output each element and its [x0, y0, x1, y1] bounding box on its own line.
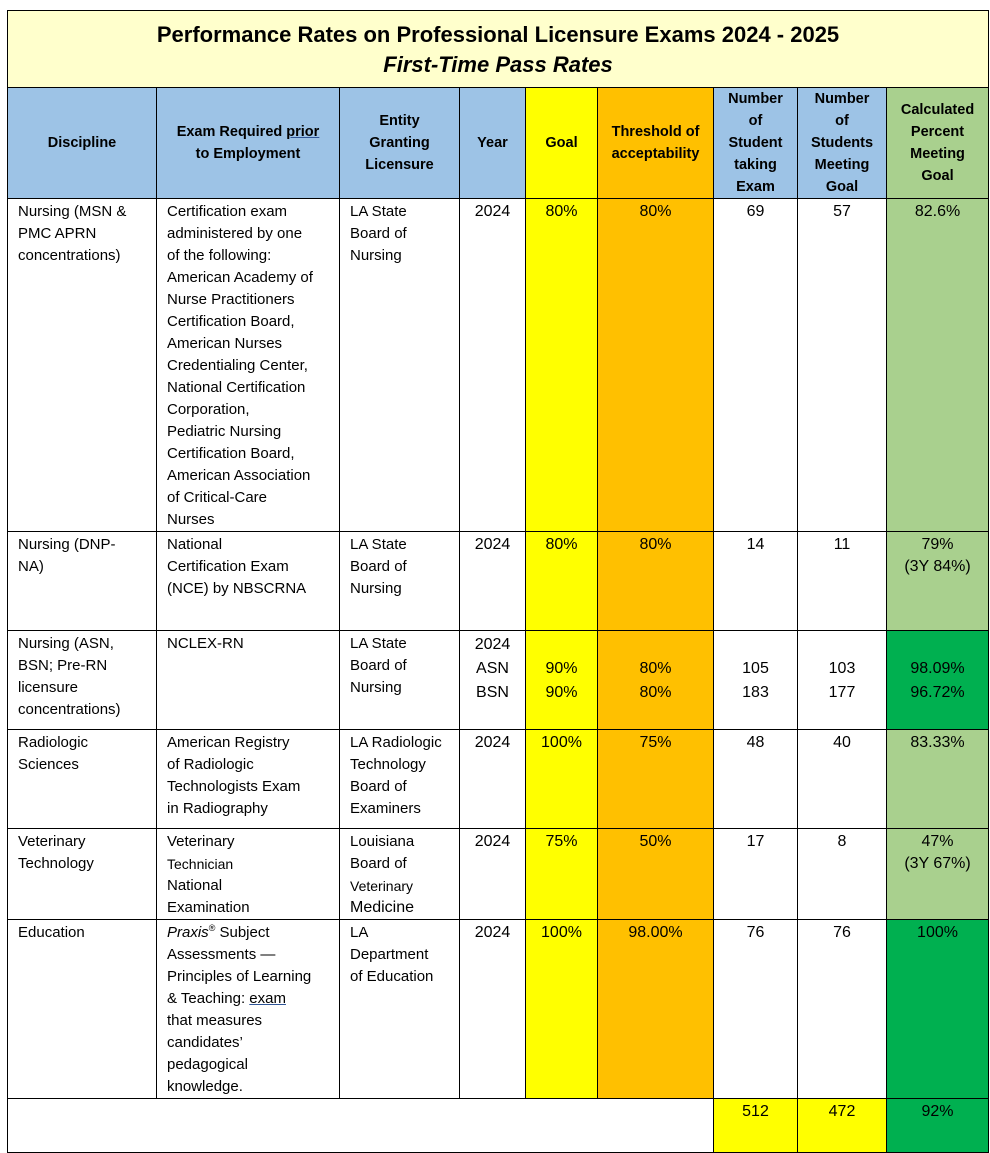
taking-cell: 17: [714, 829, 798, 920]
header-calculated-percent: Calculated Percent Meeting Goal: [887, 88, 989, 199]
discipline-cell: Education: [8, 920, 157, 1099]
header-students-meeting: Number of Students Meeting Goal: [798, 88, 887, 199]
exam-cell: Praxis® Subject Assessments — Principles of Learning & Teaching: exam that measures candidates’ pedagogical knowledge.: [157, 920, 340, 1099]
entity-cell: LA Radiologic Technology Board of Examiners: [340, 730, 460, 829]
goal-cell: 100%: [526, 920, 598, 1099]
threshold-cell: 50%: [598, 829, 714, 920]
year-cell: 2024 ASN BSN: [460, 631, 526, 730]
threshold-cell: 98.00%: [598, 920, 714, 1099]
calc-cell: 79% (3Y 84%): [887, 532, 989, 631]
threshold-cell: 80%: [598, 532, 714, 631]
threshold-cell: 80%: [598, 199, 714, 532]
table-row: [8, 730, 989, 829]
exam-cell: NCLEX-RN: [157, 631, 340, 730]
header-goal: Goal: [526, 88, 598, 199]
table-row: [8, 920, 989, 1099]
calc-cell: 98.09% 96.72%: [887, 631, 989, 730]
taking-cell: 105 183: [714, 631, 798, 730]
total-meeting: 472: [798, 1099, 887, 1153]
table-row: [8, 199, 989, 532]
goal-cell: 100%: [526, 730, 598, 829]
header-entity: Entity Granting Licensure: [340, 88, 460, 199]
goal-cell: 90% 90%: [526, 631, 598, 730]
header-discipline: Discipline: [8, 88, 157, 199]
entity-cell: LA State Board of Nursing: [340, 631, 460, 730]
meeting-cell: 57: [798, 199, 887, 532]
table-row: [8, 631, 989, 730]
title-banner: [8, 11, 989, 88]
entity-cell: Louisiana Board of Veterinary Medicine: [340, 829, 460, 920]
total-calc: 92%: [887, 1099, 989, 1153]
discipline-cell: Radiologic Sciences: [8, 730, 157, 829]
year-cell: 2024: [460, 199, 526, 532]
discipline-cell: Nursing (MSN & PMC APRN concentrations): [8, 199, 157, 532]
exam-word: exam: [249, 990, 286, 1007]
page-title: Performance Rates on Professional Licensure Exams 2024 - 2025: [156, 22, 840, 47]
total-taking: 512: [714, 1099, 798, 1153]
totals-row: [8, 1099, 989, 1153]
meeting-cell: 11: [798, 532, 887, 631]
taking-cell: 76: [714, 920, 798, 1099]
taking-cell: 14: [714, 532, 798, 631]
exam-cell: American Registry of Radiologic Technologists Exam in Radiography: [157, 730, 340, 829]
year-cell: 2024: [460, 730, 526, 829]
calc-cell: 82.6%: [887, 199, 989, 532]
goal-cell: 80%: [526, 199, 598, 532]
calc-cell: 47% (3Y 67%): [887, 829, 989, 920]
discipline-cell: Nursing (ASN, BSN; Pre-RN licensure concentrations): [8, 631, 157, 730]
taking-cell: 69: [714, 199, 798, 532]
table-row: [8, 829, 989, 920]
totals-blank: [8, 1099, 714, 1153]
header-exam: Exam Required prior to Employment: [157, 88, 340, 199]
entity-cell: LA State Board of Nursing: [340, 199, 460, 532]
praxis-word: Praxis: [167, 924, 209, 941]
discipline-cell: Nursing (DNP- NA): [8, 532, 157, 631]
header-year: Year: [460, 88, 526, 199]
threshold-cell: 80% 80%: [598, 631, 714, 730]
year-cell: 2024: [460, 920, 526, 1099]
entity-cell: LA State Board of Nursing: [340, 532, 460, 631]
prior-word: prior: [286, 124, 320, 140]
header-students-taking: Number of Student taking Exam: [714, 88, 798, 199]
licensure-report: [7, 10, 987, 1153]
table-row: [8, 532, 989, 631]
exam-cell: Certification exam administered by one of the following: American Academy of Nurse Practitioners Certification Board, American Nurses Credentialing Center, National Certification Corporation, Pediatric Nursing Certification Board, American Association of Critical-Care Nurses: [157, 199, 340, 532]
goal-cell: 80%: [526, 532, 598, 631]
header-threshold: Threshold of acceptability: [598, 88, 714, 199]
calc-cell: 83.33%: [887, 730, 989, 829]
year-cell: 2024: [460, 532, 526, 631]
meeting-cell: 76: [798, 920, 887, 1099]
year-cell: 2024: [460, 829, 526, 920]
discipline-cell: Veterinary Technology: [8, 829, 157, 920]
goal-cell: 75%: [526, 829, 598, 920]
meeting-cell: 8: [798, 829, 887, 920]
meeting-cell: 40: [798, 730, 887, 829]
page-subtitle: First-Time Pass Rates: [383, 52, 613, 77]
threshold-cell: 75%: [598, 730, 714, 829]
header-row: [8, 88, 989, 199]
calc-cell: 100%: [887, 920, 989, 1099]
entity-cell: LA Department of Education: [340, 920, 460, 1099]
exam-cell: National Certification Exam (NCE) by NBSCRNA: [157, 532, 340, 631]
licensure-table: [7, 10, 989, 1153]
taking-cell: 48: [714, 730, 798, 829]
meeting-cell: 103 177: [798, 631, 887, 730]
exam-cell: Veterinary Technician National Examination: [157, 829, 340, 920]
